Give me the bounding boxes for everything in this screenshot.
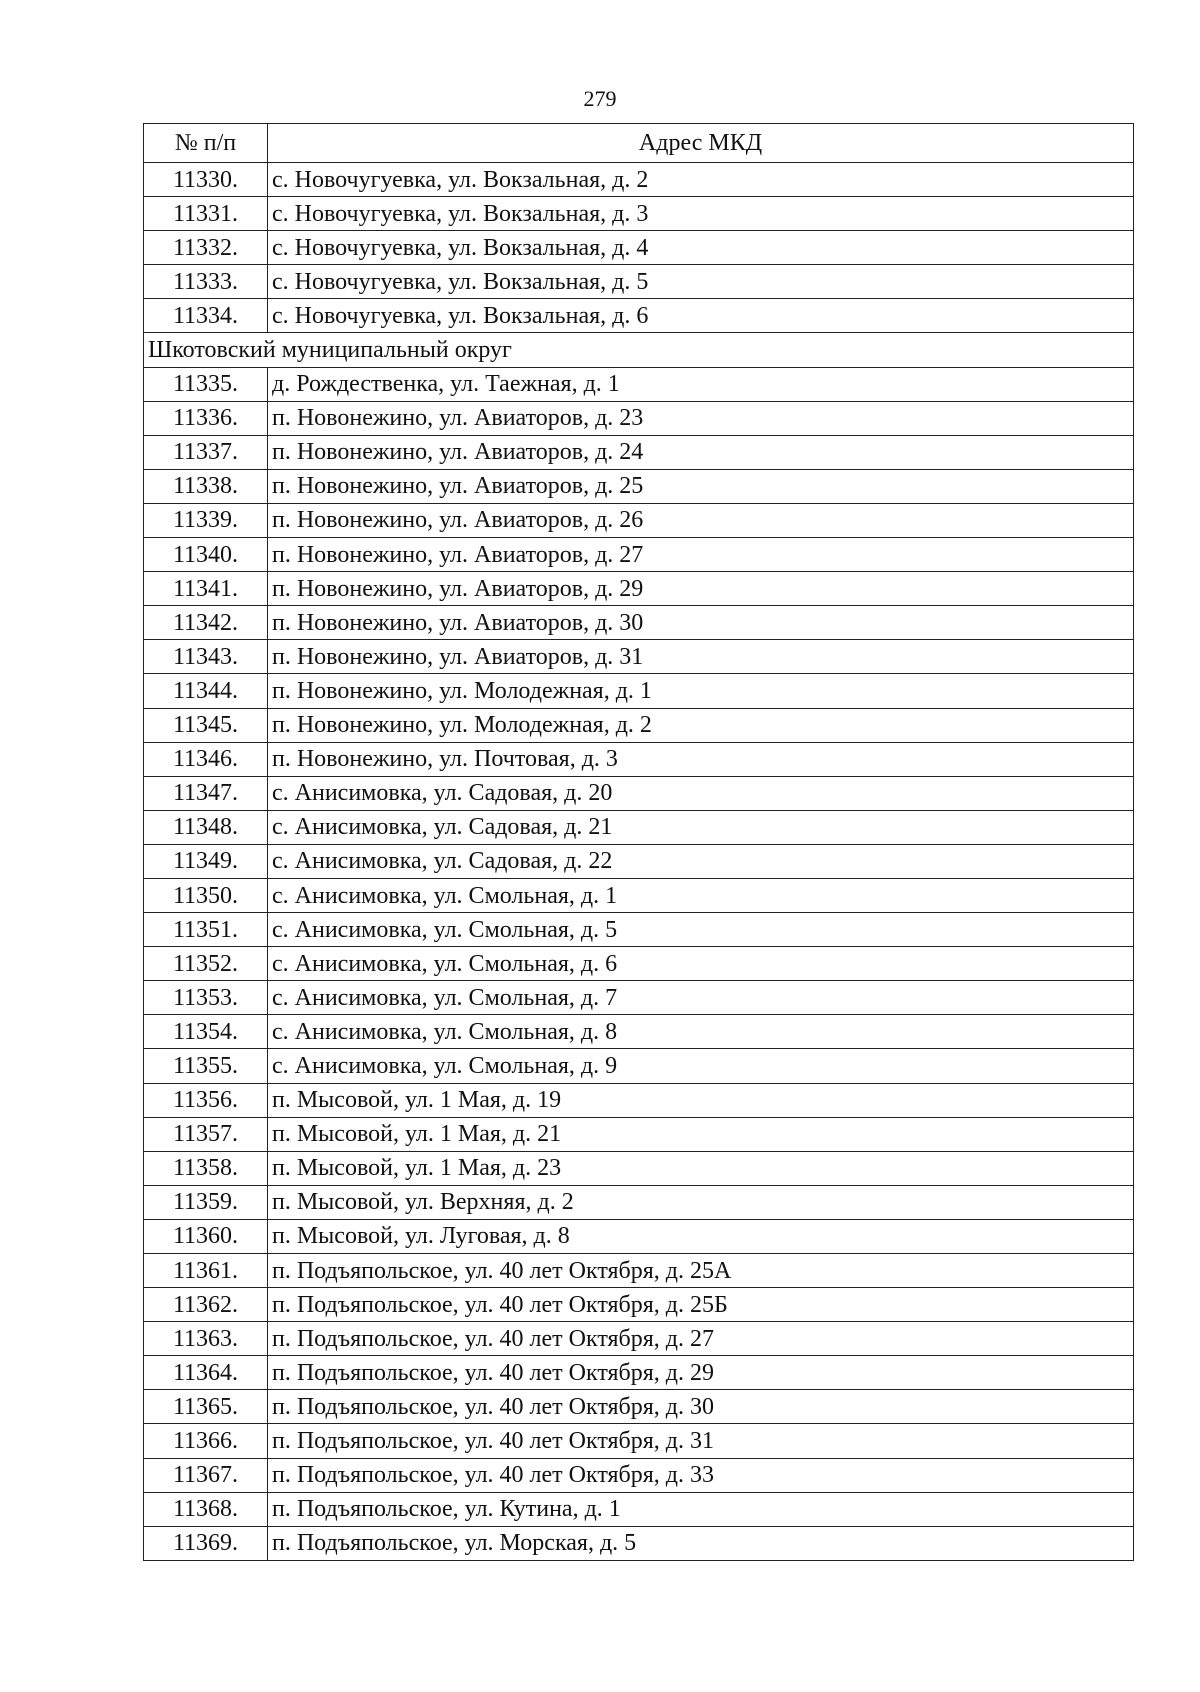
table-row — [144, 742, 1134, 776]
table-row — [144, 844, 1134, 878]
row-number: 11345. — [144, 708, 268, 742]
table-row — [144, 572, 1134, 606]
table-row — [144, 913, 1134, 947]
table-row — [144, 503, 1134, 537]
row-address: с. Новочугуевка, ул. Вокзальная, д. 4 — [268, 231, 1134, 265]
row-address: п. Мысовой, ул. Луговая, д. 8 — [268, 1219, 1134, 1253]
row-number: 11348. — [144, 810, 268, 844]
row-address: п. Подъяпольское, ул. Морская, д. 5 — [268, 1526, 1134, 1560]
row-address: п. Новонежино, ул. Авиаторов, д. 31 — [268, 640, 1134, 674]
table-row — [144, 1526, 1134, 1560]
row-address: с. Анисимовка, ул. Смольная, д. 9 — [268, 1049, 1134, 1083]
row-number: 11349. — [144, 844, 268, 878]
row-number: 11357. — [144, 1117, 268, 1151]
row-address: с. Анисимовка, ул. Садовая, д. 22 — [268, 844, 1134, 878]
table-row — [144, 1185, 1134, 1219]
row-number: 11362. — [144, 1288, 268, 1322]
row-address: п. Мысовой, ул. 1 Мая, д. 21 — [268, 1117, 1134, 1151]
row-address: с. Анисимовка, ул. Смольная, д. 6 — [268, 947, 1134, 981]
row-number: 11347. — [144, 776, 268, 810]
row-number: 11341. — [144, 572, 268, 606]
row-number: 11354. — [144, 1015, 268, 1049]
row-address: с. Новочугуевка, ул. Вокзальная, д. 6 — [268, 299, 1134, 333]
row-address: с. Анисимовка, ул. Смольная, д. 1 — [268, 878, 1134, 912]
row-address: п. Подъяпольское, ул. 40 лет Октября, д. 33 — [268, 1458, 1134, 1492]
row-number: 11363. — [144, 1322, 268, 1356]
row-number: 11356. — [144, 1083, 268, 1117]
row-number: 11352. — [144, 947, 268, 981]
table-row — [144, 1322, 1134, 1356]
table-row — [144, 163, 1134, 197]
table-row — [144, 674, 1134, 708]
table-row — [144, 1049, 1134, 1083]
row-address: с. Анисимовка, ул. Смольная, д. 5 — [268, 913, 1134, 947]
row-number: 11331. — [144, 197, 268, 231]
row-number: 11355. — [144, 1049, 268, 1083]
row-number: 11358. — [144, 1151, 268, 1185]
section-row — [144, 333, 1134, 367]
row-address: с. Анисимовка, ул. Садовая, д. 20 — [268, 776, 1134, 810]
row-address: с. Новочугуевка, ул. Вокзальная, д. 2 — [268, 163, 1134, 197]
row-address: п. Подъяпольское, ул. 40 лет Октября, д. 29 — [268, 1356, 1134, 1390]
row-address: п. Мысовой, ул. Верхняя, д. 2 — [268, 1185, 1134, 1219]
row-number: 11346. — [144, 742, 268, 776]
row-address: п. Подъяпольское, ул. 40 лет Октября, д. 31 — [268, 1424, 1134, 1458]
row-address: п. Мысовой, ул. 1 Мая, д. 19 — [268, 1083, 1134, 1117]
table-row — [144, 776, 1134, 810]
table-row — [144, 1151, 1134, 1185]
table-row — [144, 435, 1134, 469]
row-number: 11343. — [144, 640, 268, 674]
table-row — [144, 1288, 1134, 1322]
header-address: Адрес МКД — [268, 124, 1134, 163]
row-number: 11339. — [144, 503, 268, 537]
row-number: 11338. — [144, 469, 268, 503]
row-number: 11367. — [144, 1458, 268, 1492]
table-row — [144, 367, 1134, 401]
table-row — [144, 1083, 1134, 1117]
section-title: Шкотовский муниципальный округ — [144, 333, 1134, 367]
row-address: п. Подъяпольское, ул. 40 лет Октября, д. 30 — [268, 1390, 1134, 1424]
table-row — [144, 981, 1134, 1015]
table-row — [144, 708, 1134, 742]
row-number: 11332. — [144, 231, 268, 265]
table-row — [144, 878, 1134, 912]
row-address: п. Новонежино, ул. Авиаторов, д. 25 — [268, 469, 1134, 503]
row-number: 11359. — [144, 1185, 268, 1219]
row-address: с. Новочугуевка, ул. Вокзальная, д. 3 — [268, 197, 1134, 231]
row-number: 11364. — [144, 1356, 268, 1390]
table-row — [144, 299, 1134, 333]
row-number: 11342. — [144, 606, 268, 640]
row-number: 11361. — [144, 1254, 268, 1288]
row-number: 11333. — [144, 265, 268, 299]
row-number: 11366. — [144, 1424, 268, 1458]
table-row — [144, 538, 1134, 572]
table-row — [144, 1458, 1134, 1492]
row-number: 11337. — [144, 435, 268, 469]
row-number: 11368. — [144, 1492, 268, 1526]
row-number: 11340. — [144, 538, 268, 572]
table-row — [144, 640, 1134, 674]
table-header-row — [144, 124, 1134, 163]
table-row — [144, 231, 1134, 265]
row-address: п. Новонежино, ул. Молодежная, д. 2 — [268, 708, 1134, 742]
table-row — [144, 265, 1134, 299]
table-row — [144, 1254, 1134, 1288]
row-number: 11334. — [144, 299, 268, 333]
table-row — [144, 197, 1134, 231]
row-number: 11335. — [144, 367, 268, 401]
row-number: 11350. — [144, 878, 268, 912]
table-body — [144, 163, 1134, 1561]
row-number: 11351. — [144, 913, 268, 947]
table-row — [144, 1219, 1134, 1253]
row-address: д. Рождественка, ул. Таежная, д. 1 — [268, 367, 1134, 401]
row-address: п. Новонежино, ул. Авиаторов, д. 24 — [268, 435, 1134, 469]
row-number: 11330. — [144, 163, 268, 197]
header-number: № п/п — [144, 124, 268, 163]
row-number: 11336. — [144, 401, 268, 435]
row-address: п. Подъяпольское, ул. 40 лет Октября, д. 25А — [268, 1254, 1134, 1288]
table-row — [144, 947, 1134, 981]
row-address: п. Новонежино, ул. Молодежная, д. 1 — [268, 674, 1134, 708]
row-address: п. Новонежино, ул. Авиаторов, д. 29 — [268, 572, 1134, 606]
row-address: п. Новонежино, ул. Авиаторов, д. 26 — [268, 503, 1134, 537]
row-address: с. Анисимовка, ул. Смольная, д. 7 — [268, 981, 1134, 1015]
table-row — [144, 1356, 1134, 1390]
table-row — [144, 810, 1134, 844]
row-address: п. Новонежино, ул. Авиаторов, д. 30 — [268, 606, 1134, 640]
row-address: п. Новонежино, ул. Авиаторов, д. 27 — [268, 538, 1134, 572]
row-address: п. Мысовой, ул. 1 Мая, д. 23 — [268, 1151, 1134, 1185]
table-row — [144, 469, 1134, 503]
mkd-address-table — [143, 123, 1134, 1561]
row-number: 11353. — [144, 981, 268, 1015]
row-number: 11369. — [144, 1526, 268, 1560]
table-row — [144, 1390, 1134, 1424]
table-row — [144, 1424, 1134, 1458]
row-address: п. Новонежино, ул. Почтовая, д. 3 — [268, 742, 1134, 776]
row-number: 11360. — [144, 1219, 268, 1253]
table-row — [144, 401, 1134, 435]
row-address: с. Новочугуевка, ул. Вокзальная, д. 5 — [268, 265, 1134, 299]
row-address: с. Анисимовка, ул. Смольная, д. 8 — [268, 1015, 1134, 1049]
page-number: 279 — [583, 86, 617, 111]
row-address: с. Анисимовка, ул. Садовая, д. 21 — [268, 810, 1134, 844]
row-address: п. Подъяпольское, ул. Кутина, д. 1 — [268, 1492, 1134, 1526]
row-address: п. Подъяпольское, ул. 40 лет Октября, д. 25Б — [268, 1288, 1134, 1322]
row-address: п. Подъяпольское, ул. 40 лет Октября, д. 27 — [268, 1322, 1134, 1356]
table-row — [144, 1492, 1134, 1526]
table-row — [144, 1117, 1134, 1151]
row-number: 11365. — [144, 1390, 268, 1424]
row-address: п. Новонежино, ул. Авиаторов, д. 23 — [268, 401, 1134, 435]
row-number: 11344. — [144, 674, 268, 708]
table-row — [144, 606, 1134, 640]
table-row — [144, 1015, 1134, 1049]
